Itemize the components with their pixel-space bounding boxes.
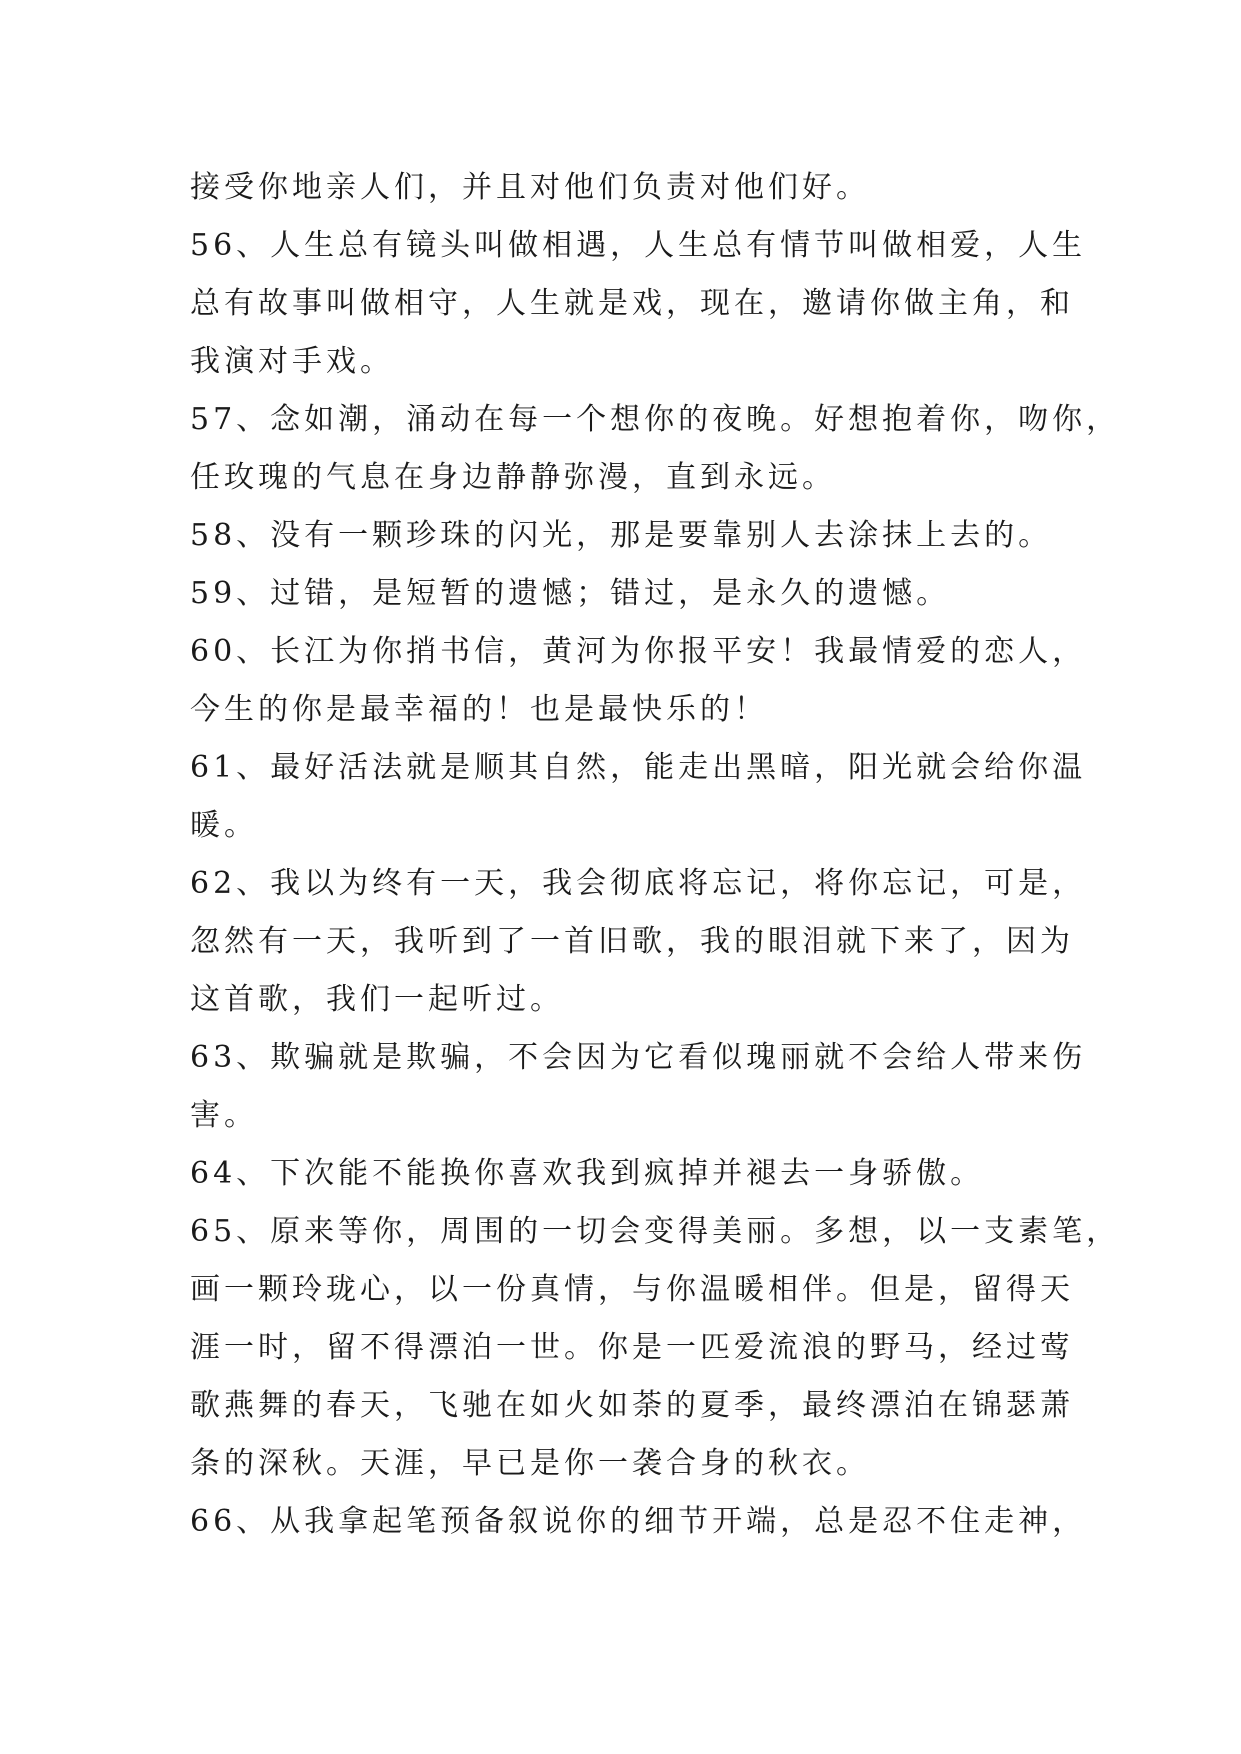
text-line: 66、从我拿起笔预备叙说你的细节开端，总是忍不住走神， — [190, 1504, 1087, 1539]
text-line: 暖。 — [190, 808, 258, 843]
text-line: 58、没有一颗珍珠的闪光，那是要靠别人去涂抹上去的。 — [190, 518, 1053, 553]
text-line: 条的深秋。天涯，早已是你一袭合身的秋衣。 — [190, 1446, 870, 1481]
text-line: 60、长江为你捎书信，黄河为你报平安！我最情爱的恋人， — [190, 634, 1087, 669]
text-line: 今生的你是最幸福的！也是最快乐的！ — [190, 692, 768, 727]
text-line: 62、我以为终有一天，我会彻底将忘记，将你忘记，可是， — [190, 866, 1087, 901]
text-line: 总有故事叫做相守，人生就是戏，现在，邀请你做主角，和 — [190, 286, 1074, 321]
text-line: 61、最好活法就是顺其自然，能走出黑暗，阳光就会给你温 — [190, 750, 1087, 785]
text-line: 接受你地亲人们，并且对他们负责对他们好。 — [190, 170, 870, 205]
text-line: 57、念如潮，涌动在每一个想你的夜晚。好想抱着你，吻你， — [190, 402, 1121, 437]
text-line: 我演对手戏。 — [190, 344, 394, 379]
text-line: 这首歌，我们一起听过。 — [190, 982, 564, 1017]
text-line: 59、过错，是短暂的遗憾；错过，是永久的遗憾。 — [190, 576, 951, 611]
text-line: 56、人生总有镜头叫做相遇，人生总有情节叫做相爱，人生 — [190, 228, 1087, 263]
text-line: 画一颗玲珑心，以一份真情，与你温暖相伴。但是，留得天 — [190, 1272, 1074, 1307]
text-line: 害。 — [190, 1098, 258, 1133]
text-line: 任玫瑰的气息在身边静静弥漫，直到永远。 — [190, 460, 836, 495]
text-line: 涯一时，留不得漂泊一世。你是一匹爱流浪的野马，经过莺 — [190, 1330, 1074, 1365]
text-line: 歌燕舞的春天，飞驰在如火如荼的夏季，最终漂泊在锦瑟萧 — [190, 1388, 1074, 1423]
body-text — [190, 159, 1121, 1551]
text-line: 63、欺骗就是欺骗，不会因为它看似瑰丽就不会给人带来伤 — [190, 1040, 1087, 1075]
text-line: 65、原来等你，周围的一切会变得美丽。多想，以一支素笔， — [190, 1214, 1121, 1249]
text-line: 忽然有一天，我听到了一首旧歌，我的眼泪就下来了，因为 — [190, 924, 1074, 959]
text-line: 64、下次能不能换你喜欢我到疯掉并褪去一身骄傲。 — [190, 1156, 985, 1191]
